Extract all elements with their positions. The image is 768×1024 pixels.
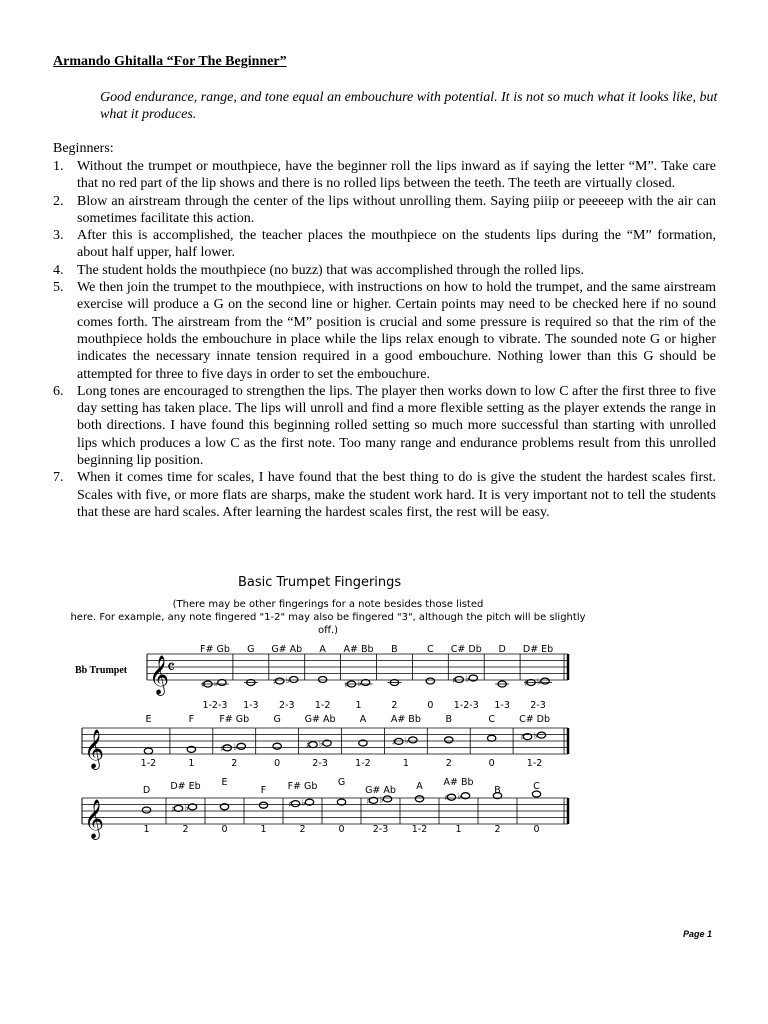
note-head	[361, 680, 369, 686]
common-time-icon: 𝄴	[167, 657, 176, 678]
document-title: Armando Ghitalla “For The Beginner”	[53, 54, 287, 69]
sharp-icon: ♯	[391, 737, 397, 748]
fingering-label: 1-2	[355, 758, 371, 769]
note-head	[537, 732, 545, 738]
step-number: 7.	[53, 470, 64, 486]
sharp-icon: ♯	[520, 733, 525, 744]
fingering-label: 1-2	[314, 700, 331, 711]
fingering-label: 1	[143, 824, 150, 835]
flat-icon: ♭	[533, 731, 538, 742]
fingering-label: 0	[427, 700, 434, 711]
fingering-subtitle-line-1: (There may be other fingerings for a note besides those listed	[172, 599, 484, 610]
step-text: When it comes time for scales, I have found that the best thing to do is give the student the hardest scales first. Scales with five, or more flats are sharps, make the student work hard. It is very important not to tell the students that these are hard scales. After learning the hardest scales first, the rest will be easy.	[77, 470, 716, 520]
fingering-label: 1-2	[140, 758, 157, 769]
flat-icon: ♭	[357, 679, 362, 689]
flat-icon: ♭	[404, 736, 410, 747]
fingering-label: 0	[274, 758, 281, 769]
sharp-icon: ♯	[200, 680, 206, 691]
step-text: After this is accomplished, the teacher places the mouthpiece on the students lips during the “M” formation, about half upper, half lower.	[77, 228, 716, 261]
sharp-icon: ♯	[272, 677, 278, 688]
flat-icon: ♭	[465, 674, 470, 685]
flat-icon: ♭	[379, 795, 384, 806]
fingering-label: 1-3	[243, 700, 259, 711]
note-name-label: F# Gb	[219, 714, 250, 725]
note-head	[259, 802, 267, 808]
note-name-label: G	[337, 777, 346, 788]
flat-icon: ♭	[213, 679, 219, 689]
note-head	[144, 748, 152, 754]
note-name-label: C# Db	[450, 644, 482, 655]
note-head	[142, 807, 150, 813]
fingering-chart-title: Basic Trumpet Fingerings	[238, 575, 402, 590]
step-number: 3.	[53, 228, 64, 244]
note-name-label: A# Bb	[343, 644, 374, 655]
sharp-icon: ♯	[444, 793, 449, 804]
section-label-beginners: Beginners:	[53, 141, 114, 156]
note-name-label: E	[145, 714, 152, 725]
instrument-label: Bb Trumpet	[75, 665, 128, 676]
fingering-label: 0	[488, 758, 495, 769]
note-name-label: D# Eb	[522, 644, 554, 655]
sharp-icon: ♯	[452, 676, 457, 686]
fingering-label: 1	[355, 700, 362, 711]
note-head	[487, 735, 495, 741]
step-number: 2.	[53, 193, 64, 209]
note-name-label: B	[445, 714, 453, 725]
note-head	[426, 678, 434, 684]
sharp-icon: ♯	[524, 679, 529, 689]
note-head	[445, 737, 453, 743]
note-name-label: B	[494, 785, 501, 796]
note-name-label: D	[142, 785, 151, 796]
intro-quote: Good endurance, range, and tone equal an embouchure with potential. It is not so much what it looks like, but what it produces.	[100, 90, 718, 122]
note-name-label: A	[416, 781, 423, 792]
sharp-icon: ♯	[288, 800, 293, 811]
flat-icon: ♭	[285, 676, 290, 686]
treble-clef-icon: 𝄞	[84, 799, 105, 839]
note-name-label: G# Ab	[304, 714, 336, 725]
note-name-label: D# Eb	[170, 781, 201, 792]
fingering-label: 2-3	[278, 700, 295, 711]
note-name-label: F# Gb	[287, 781, 318, 792]
note-name-label: F# Gb	[200, 644, 230, 655]
step-text: The student holds the mouthpiece (no buzz) that was accomplished through the rolled lips.	[77, 262, 584, 278]
sharp-icon: ♯	[306, 741, 311, 752]
step-text: We then join the trumpet to the mouthpiece, with instructions on how to hold the trumpet, and the same airstream exercise will produce a G on the second line or higher. Certain points may need to be checked here if no sound comes forth. The airstream from the “M” position is crucial and some pressure is required so that the rim of the mouthpiece holds the embouchure in place while the lips relax enough to vibrate. The sounded note G or higher indicates the necessary innate tension required in a good embouchure. Nothing lower than this G should be attempted for three to five days in order to set the embouchure.	[77, 280, 716, 382]
sharp-icon: ♯	[344, 680, 349, 691]
note-name-label: G# Ab	[271, 644, 303, 655]
note-name-label: C# Db	[519, 714, 551, 725]
note-head	[541, 678, 549, 684]
note-head	[237, 743, 245, 749]
fingering-subtitle-line-2: here. For example, any note fingered "1-2" may also be fingered "3", although the pitch will be slightly off.)	[70, 612, 586, 636]
fingering-label: 2	[391, 700, 398, 711]
fingering-label: 2	[231, 758, 238, 769]
note-name-label: C	[533, 781, 540, 792]
flat-icon: ♭	[184, 803, 189, 814]
fingering-label: 2-3	[312, 758, 328, 769]
fingering-label: 1	[188, 758, 195, 769]
fingering-label: 0	[221, 824, 228, 835]
fingering-label: 1-2	[411, 824, 428, 835]
fingering-label: 2	[494, 824, 501, 835]
note-name-label: F	[188, 714, 195, 725]
note-head	[383, 796, 391, 802]
step-number: 6.	[53, 383, 64, 399]
treble-clef-icon: 𝄞	[149, 655, 170, 695]
note-name-label: G# Ab	[365, 785, 396, 796]
page-number: Page 1	[682, 929, 712, 939]
note-name-label: E	[221, 777, 228, 788]
fingering-label: 2-3	[372, 824, 389, 835]
step-text: Long tones are encouraged to strengthen the lips. The player then works down to low C after the first three to five day setting has taken place. The lips will unroll and find a more flexible setting as the player extends the range in both directions. I have found this beginning rolled setting so much more successful than starting with unrolled lips which produces a low C as the first note. Too many range and endurance problems result from this unrolled beginning lip position.	[77, 383, 716, 469]
note-name-label: A	[319, 644, 326, 655]
note-head	[318, 677, 326, 683]
fingering-label: 1-2	[526, 758, 543, 769]
note-name-label: G	[247, 644, 255, 655]
fingering-label: 1-2-3	[202, 700, 228, 711]
note-head	[409, 737, 417, 743]
fingering-label: 2	[182, 824, 189, 835]
fingering-label: 2	[299, 824, 306, 835]
flat-icon: ♭	[457, 792, 462, 803]
fingering-label: 0	[533, 824, 540, 835]
fingering-label: 2	[445, 758, 452, 769]
note-head	[415, 796, 423, 802]
flat-icon: ♭	[537, 677, 542, 688]
note-name-label: D	[498, 644, 506, 655]
step-number: 4.	[53, 262, 64, 278]
note-head	[273, 743, 281, 749]
note-name-label: A# Bb	[390, 714, 421, 725]
note-name-label: B	[391, 644, 398, 655]
note-head	[218, 680, 226, 686]
step-number: 1.	[53, 159, 64, 174]
sharp-icon: ♯	[366, 796, 371, 807]
note-name-label: G	[273, 714, 281, 725]
note-name-label: C	[488, 714, 495, 725]
step-text: Blow an airstream through the center of the lips without unrolling them. Saying piiip or peeeeep with the air can sometimes facilitate this action.	[77, 193, 716, 226]
fingering-label: 1	[455, 824, 462, 835]
step-number: 5.	[53, 280, 64, 296]
flat-icon: ♭	[301, 798, 306, 809]
step-text: Without the trumpet or mouthpiece, have the beginner roll the lips inward as if saying the letter “M”. Take care that no red part of the lip shows and there is no rolled lips between the teeth. The teeth are virtually closed.	[77, 159, 716, 192]
flat-icon: ♭	[319, 739, 324, 750]
treble-clef-icon: 𝄞	[84, 729, 105, 769]
note-name-label: C	[427, 644, 434, 655]
sharp-icon: ♯	[220, 744, 225, 755]
note-name-label: A# Bb	[443, 777, 474, 788]
note-name-label: A	[359, 714, 367, 725]
fingering-label: 2-3	[530, 700, 546, 711]
fingering-label: 1	[260, 824, 267, 835]
fingering-label: 1	[402, 758, 409, 769]
flat-icon: ♭	[233, 742, 238, 753]
note-name-label: F	[260, 785, 267, 796]
fingering-label: 1-3	[494, 700, 510, 711]
sharp-icon: ♯	[171, 804, 176, 815]
fingering-label: 0	[338, 824, 345, 835]
note-head	[290, 677, 298, 683]
fingering-label: 1-2-3	[453, 700, 479, 711]
